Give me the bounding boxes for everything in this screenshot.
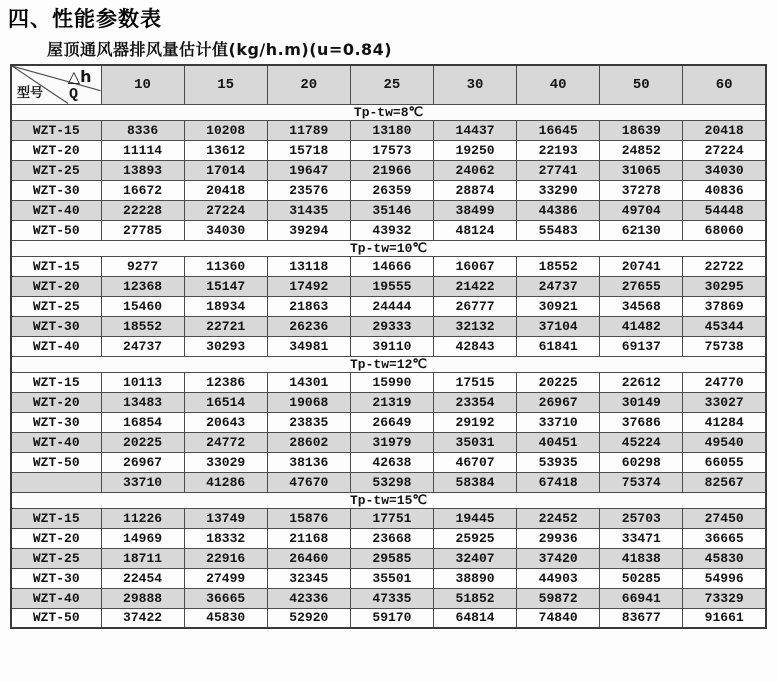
value-cell: 37869 (683, 296, 766, 316)
value-cell: 38136 (267, 452, 350, 472)
value-cell: 31979 (350, 432, 433, 452)
model-cell: WZT-40 (11, 200, 101, 220)
value-cell: 21966 (350, 160, 433, 180)
value-cell: 42336 (267, 588, 350, 608)
value-cell: 25703 (600, 508, 683, 528)
value-cell: 83677 (600, 608, 683, 628)
value-cell: 29192 (434, 412, 517, 432)
value-cell: 35146 (350, 200, 433, 220)
model-cell (11, 472, 101, 492)
value-cell: 30295 (683, 276, 766, 296)
model-cell: WZT-50 (11, 608, 101, 628)
value-cell: 47335 (350, 588, 433, 608)
value-cell: 59872 (517, 588, 600, 608)
value-cell: 44903 (517, 568, 600, 588)
value-cell: 75738 (683, 336, 766, 356)
value-cell: 18711 (101, 548, 184, 568)
value-cell: 15718 (267, 140, 350, 160)
value-cell: 15460 (101, 296, 184, 316)
value-cell: 59170 (350, 608, 433, 628)
model-cell: WZT-20 (11, 392, 101, 412)
table-row (11, 528, 766, 548)
value-cell: 38890 (434, 568, 517, 588)
value-cell: 26460 (267, 548, 350, 568)
value-cell: 13118 (267, 256, 350, 276)
value-cell: 23354 (434, 392, 517, 412)
value-cell: 50285 (600, 568, 683, 588)
value-cell: 27499 (184, 568, 267, 588)
table-row (11, 336, 766, 356)
table-row (11, 432, 766, 452)
value-cell: 22722 (683, 256, 766, 276)
model-cell: WZT-20 (11, 276, 101, 296)
table-row (11, 140, 766, 160)
value-cell: 16514 (184, 392, 267, 412)
value-cell: 43932 (350, 220, 433, 240)
value-cell: 11226 (101, 508, 184, 528)
value-cell: 20741 (600, 256, 683, 276)
table-row (11, 256, 766, 276)
value-cell: 73329 (683, 588, 766, 608)
value-cell: 53298 (350, 472, 433, 492)
table-row (11, 412, 766, 432)
value-cell: 54448 (683, 200, 766, 220)
value-cell: 26359 (350, 180, 433, 200)
model-cell: WZT-40 (11, 588, 101, 608)
value-cell: 22452 (517, 508, 600, 528)
value-cell: 18332 (184, 528, 267, 548)
value-cell: 34030 (683, 160, 766, 180)
value-cell: 19068 (267, 392, 350, 412)
value-cell: 27450 (683, 508, 766, 528)
corner-label-model: 型号 (17, 85, 44, 101)
value-cell: 15876 (267, 508, 350, 528)
value-cell: 33029 (184, 452, 267, 472)
value-cell: 52920 (267, 608, 350, 628)
value-cell: 17014 (184, 160, 267, 180)
value-cell: 24772 (184, 432, 267, 452)
value-cell: 39294 (267, 220, 350, 240)
value-cell: 40836 (683, 180, 766, 200)
value-cell: 34030 (184, 220, 267, 240)
value-cell: 42638 (350, 452, 433, 472)
value-cell: 19250 (434, 140, 517, 160)
value-cell: 19555 (350, 276, 433, 296)
value-cell: 16067 (434, 256, 517, 276)
value-cell: 17492 (267, 276, 350, 296)
value-cell: 13180 (350, 120, 433, 140)
column-header-20: 20 (267, 65, 350, 104)
corner-label-q: Q (69, 85, 79, 103)
value-cell: 37278 (600, 180, 683, 200)
value-cell: 26967 (517, 392, 600, 412)
value-cell: 14301 (267, 372, 350, 392)
corner-label-delta-h: △h (67, 67, 92, 86)
value-cell: 29888 (101, 588, 184, 608)
value-cell: 27224 (683, 140, 766, 160)
value-cell: 24737 (517, 276, 600, 296)
value-cell: 24852 (600, 140, 683, 160)
model-cell: WZT-20 (11, 140, 101, 160)
value-cell: 25925 (434, 528, 517, 548)
column-header-15: 15 (184, 65, 267, 104)
value-cell: 31435 (267, 200, 350, 220)
corner-cell (11, 65, 101, 104)
value-cell: 14666 (350, 256, 433, 276)
value-cell: 26777 (434, 296, 517, 316)
value-cell: 39110 (350, 336, 433, 356)
performance-table (10, 64, 767, 629)
table-row (11, 372, 766, 392)
value-cell: 37104 (517, 316, 600, 336)
value-cell: 75374 (600, 472, 683, 492)
value-cell: 24770 (683, 372, 766, 392)
value-cell: 45344 (683, 316, 766, 336)
value-cell: 22454 (101, 568, 184, 588)
value-cell: 54996 (683, 568, 766, 588)
value-cell: 11114 (101, 140, 184, 160)
value-cell: 23835 (267, 412, 350, 432)
value-cell: 33710 (101, 472, 184, 492)
table-body (11, 104, 766, 628)
value-cell: 82567 (683, 472, 766, 492)
model-cell: WZT-15 (11, 256, 101, 276)
value-cell: 27785 (101, 220, 184, 240)
value-cell: 22721 (184, 316, 267, 336)
value-cell: 22193 (517, 140, 600, 160)
value-cell: 26649 (350, 412, 433, 432)
value-cell: 28602 (267, 432, 350, 452)
value-cell: 11360 (184, 256, 267, 276)
value-cell: 10113 (101, 372, 184, 392)
value-cell: 33471 (600, 528, 683, 548)
value-cell: 16645 (517, 120, 600, 140)
column-header-30: 30 (434, 65, 517, 104)
table-row (11, 296, 766, 316)
table-row (11, 392, 766, 412)
model-cell: WZT-50 (11, 452, 101, 472)
value-cell: 19647 (267, 160, 350, 180)
value-cell: 12386 (184, 372, 267, 392)
value-cell: 48124 (434, 220, 517, 240)
table-row (11, 588, 766, 608)
model-cell: WZT-25 (11, 548, 101, 568)
value-cell: 32132 (434, 316, 517, 336)
value-cell: 38499 (434, 200, 517, 220)
value-cell: 30293 (184, 336, 267, 356)
value-cell: 13483 (101, 392, 184, 412)
column-header-25: 25 (350, 65, 433, 104)
value-cell: 42843 (434, 336, 517, 356)
value-cell: 64814 (434, 608, 517, 628)
value-cell: 30921 (517, 296, 600, 316)
value-cell: 18552 (517, 256, 600, 276)
model-cell: WZT-30 (11, 180, 101, 200)
value-cell: 17515 (434, 372, 517, 392)
header-row (11, 65, 766, 104)
model-cell: WZT-15 (11, 508, 101, 528)
value-cell: 33290 (517, 180, 600, 200)
value-cell: 34568 (600, 296, 683, 316)
model-cell: WZT-25 (11, 160, 101, 180)
value-cell: 9277 (101, 256, 184, 276)
value-cell: 37420 (517, 548, 600, 568)
value-cell: 51852 (434, 588, 517, 608)
model-cell: WZT-40 (11, 432, 101, 452)
value-cell: 35501 (350, 568, 433, 588)
value-cell: 23576 (267, 180, 350, 200)
value-cell: 24062 (434, 160, 517, 180)
section-header-row (11, 356, 766, 372)
value-cell: 10208 (184, 120, 267, 140)
value-cell: 37686 (600, 412, 683, 432)
value-cell: 44386 (517, 200, 600, 220)
value-cell: 16854 (101, 412, 184, 432)
value-cell: 91661 (683, 608, 766, 628)
table-row (11, 508, 766, 528)
table-row (11, 452, 766, 472)
value-cell: 41286 (184, 472, 267, 492)
value-cell: 36665 (184, 588, 267, 608)
value-cell: 17751 (350, 508, 433, 528)
value-cell: 13749 (184, 508, 267, 528)
value-cell: 53935 (517, 452, 600, 472)
value-cell: 58384 (434, 472, 517, 492)
value-cell: 26967 (101, 452, 184, 472)
table-row (11, 548, 766, 568)
table-row (11, 120, 766, 140)
value-cell: 66055 (683, 452, 766, 472)
column-header-50: 50 (600, 65, 683, 104)
model-cell: WZT-30 (11, 568, 101, 588)
value-cell: 27224 (184, 200, 267, 220)
value-cell: 74840 (517, 608, 600, 628)
value-cell: 26236 (267, 316, 350, 336)
value-cell: 68060 (683, 220, 766, 240)
model-cell: WZT-20 (11, 528, 101, 548)
page-title: 四、性能参数表 (8, 7, 162, 31)
value-cell: 22228 (101, 200, 184, 220)
table-row (11, 220, 766, 240)
value-cell: 41838 (600, 548, 683, 568)
value-cell: 20418 (683, 120, 766, 140)
value-cell: 45224 (600, 432, 683, 452)
value-cell: 41482 (600, 316, 683, 336)
value-cell: 28874 (434, 180, 517, 200)
value-cell: 45830 (184, 608, 267, 628)
value-cell: 30149 (600, 392, 683, 412)
value-cell: 22612 (600, 372, 683, 392)
value-cell: 60298 (600, 452, 683, 472)
value-cell: 66941 (600, 588, 683, 608)
model-cell: WZT-40 (11, 336, 101, 356)
value-cell: 15147 (184, 276, 267, 296)
value-cell: 24444 (350, 296, 433, 316)
table-row (11, 276, 766, 296)
value-cell: 21168 (267, 528, 350, 548)
value-cell: 24737 (101, 336, 184, 356)
table-caption: 屋顶通风器排风量估计值(kg/h.m)(u=0.84) (47, 40, 393, 59)
value-cell: 37422 (101, 608, 184, 628)
value-cell: 23668 (350, 528, 433, 548)
section-header-row (11, 492, 766, 508)
value-cell: 13893 (101, 160, 184, 180)
value-cell: 21422 (434, 276, 517, 296)
value-cell: 18552 (101, 316, 184, 336)
value-cell: 36665 (683, 528, 766, 548)
section-header-label: Tp-tw=8℃ (11, 104, 766, 120)
value-cell: 21319 (350, 392, 433, 412)
value-cell: 18934 (184, 296, 267, 316)
value-cell: 13612 (184, 140, 267, 160)
model-cell: WZT-30 (11, 316, 101, 336)
value-cell: 20225 (517, 372, 600, 392)
value-cell: 19445 (434, 508, 517, 528)
value-cell: 67418 (517, 472, 600, 492)
value-cell: 45830 (683, 548, 766, 568)
value-cell: 29585 (350, 548, 433, 568)
value-cell: 69137 (600, 336, 683, 356)
value-cell: 34981 (267, 336, 350, 356)
table-row (11, 472, 766, 492)
section-header-label: Tp-tw=10℃ (11, 240, 766, 256)
value-cell: 31065 (600, 160, 683, 180)
table-row (11, 160, 766, 180)
value-cell: 22916 (184, 548, 267, 568)
model-cell: WZT-25 (11, 296, 101, 316)
value-cell: 46707 (434, 452, 517, 472)
model-cell: WZT-15 (11, 372, 101, 392)
value-cell: 41284 (683, 412, 766, 432)
section-header-label: Tp-tw=12℃ (11, 356, 766, 372)
section-header-label: Tp-tw=15℃ (11, 492, 766, 508)
table-row (11, 200, 766, 220)
value-cell: 35031 (434, 432, 517, 452)
model-cell: WZT-15 (11, 120, 101, 140)
value-cell: 33027 (683, 392, 766, 412)
value-cell: 11789 (267, 120, 350, 140)
column-header-60: 60 (683, 65, 766, 104)
value-cell: 62130 (600, 220, 683, 240)
section-header-row (11, 240, 766, 256)
value-cell: 21863 (267, 296, 350, 316)
value-cell: 33710 (517, 412, 600, 432)
value-cell: 47670 (267, 472, 350, 492)
table-row (11, 608, 766, 628)
value-cell: 29333 (350, 316, 433, 336)
value-cell: 12368 (101, 276, 184, 296)
column-header-40: 40 (517, 65, 600, 104)
value-cell: 8336 (101, 120, 184, 140)
value-cell: 49540 (683, 432, 766, 452)
value-cell: 49704 (600, 200, 683, 220)
table-row (11, 180, 766, 200)
value-cell: 20225 (101, 432, 184, 452)
value-cell: 14437 (434, 120, 517, 140)
value-cell: 32345 (267, 568, 350, 588)
table-row (11, 568, 766, 588)
value-cell: 27741 (517, 160, 600, 180)
value-cell: 29936 (517, 528, 600, 548)
value-cell: 15990 (350, 372, 433, 392)
section-header-row (11, 104, 766, 120)
value-cell: 17573 (350, 140, 433, 160)
model-cell: WZT-30 (11, 412, 101, 432)
value-cell: 27655 (600, 276, 683, 296)
value-cell: 20643 (184, 412, 267, 432)
value-cell: 20418 (184, 180, 267, 200)
value-cell: 16672 (101, 180, 184, 200)
model-cell: WZT-50 (11, 220, 101, 240)
table-row (11, 316, 766, 336)
value-cell: 61841 (517, 336, 600, 356)
value-cell: 55483 (517, 220, 600, 240)
value-cell: 32407 (434, 548, 517, 568)
value-cell: 18639 (600, 120, 683, 140)
value-cell: 40451 (517, 432, 600, 452)
value-cell: 14969 (101, 528, 184, 548)
column-header-10: 10 (101, 65, 184, 104)
